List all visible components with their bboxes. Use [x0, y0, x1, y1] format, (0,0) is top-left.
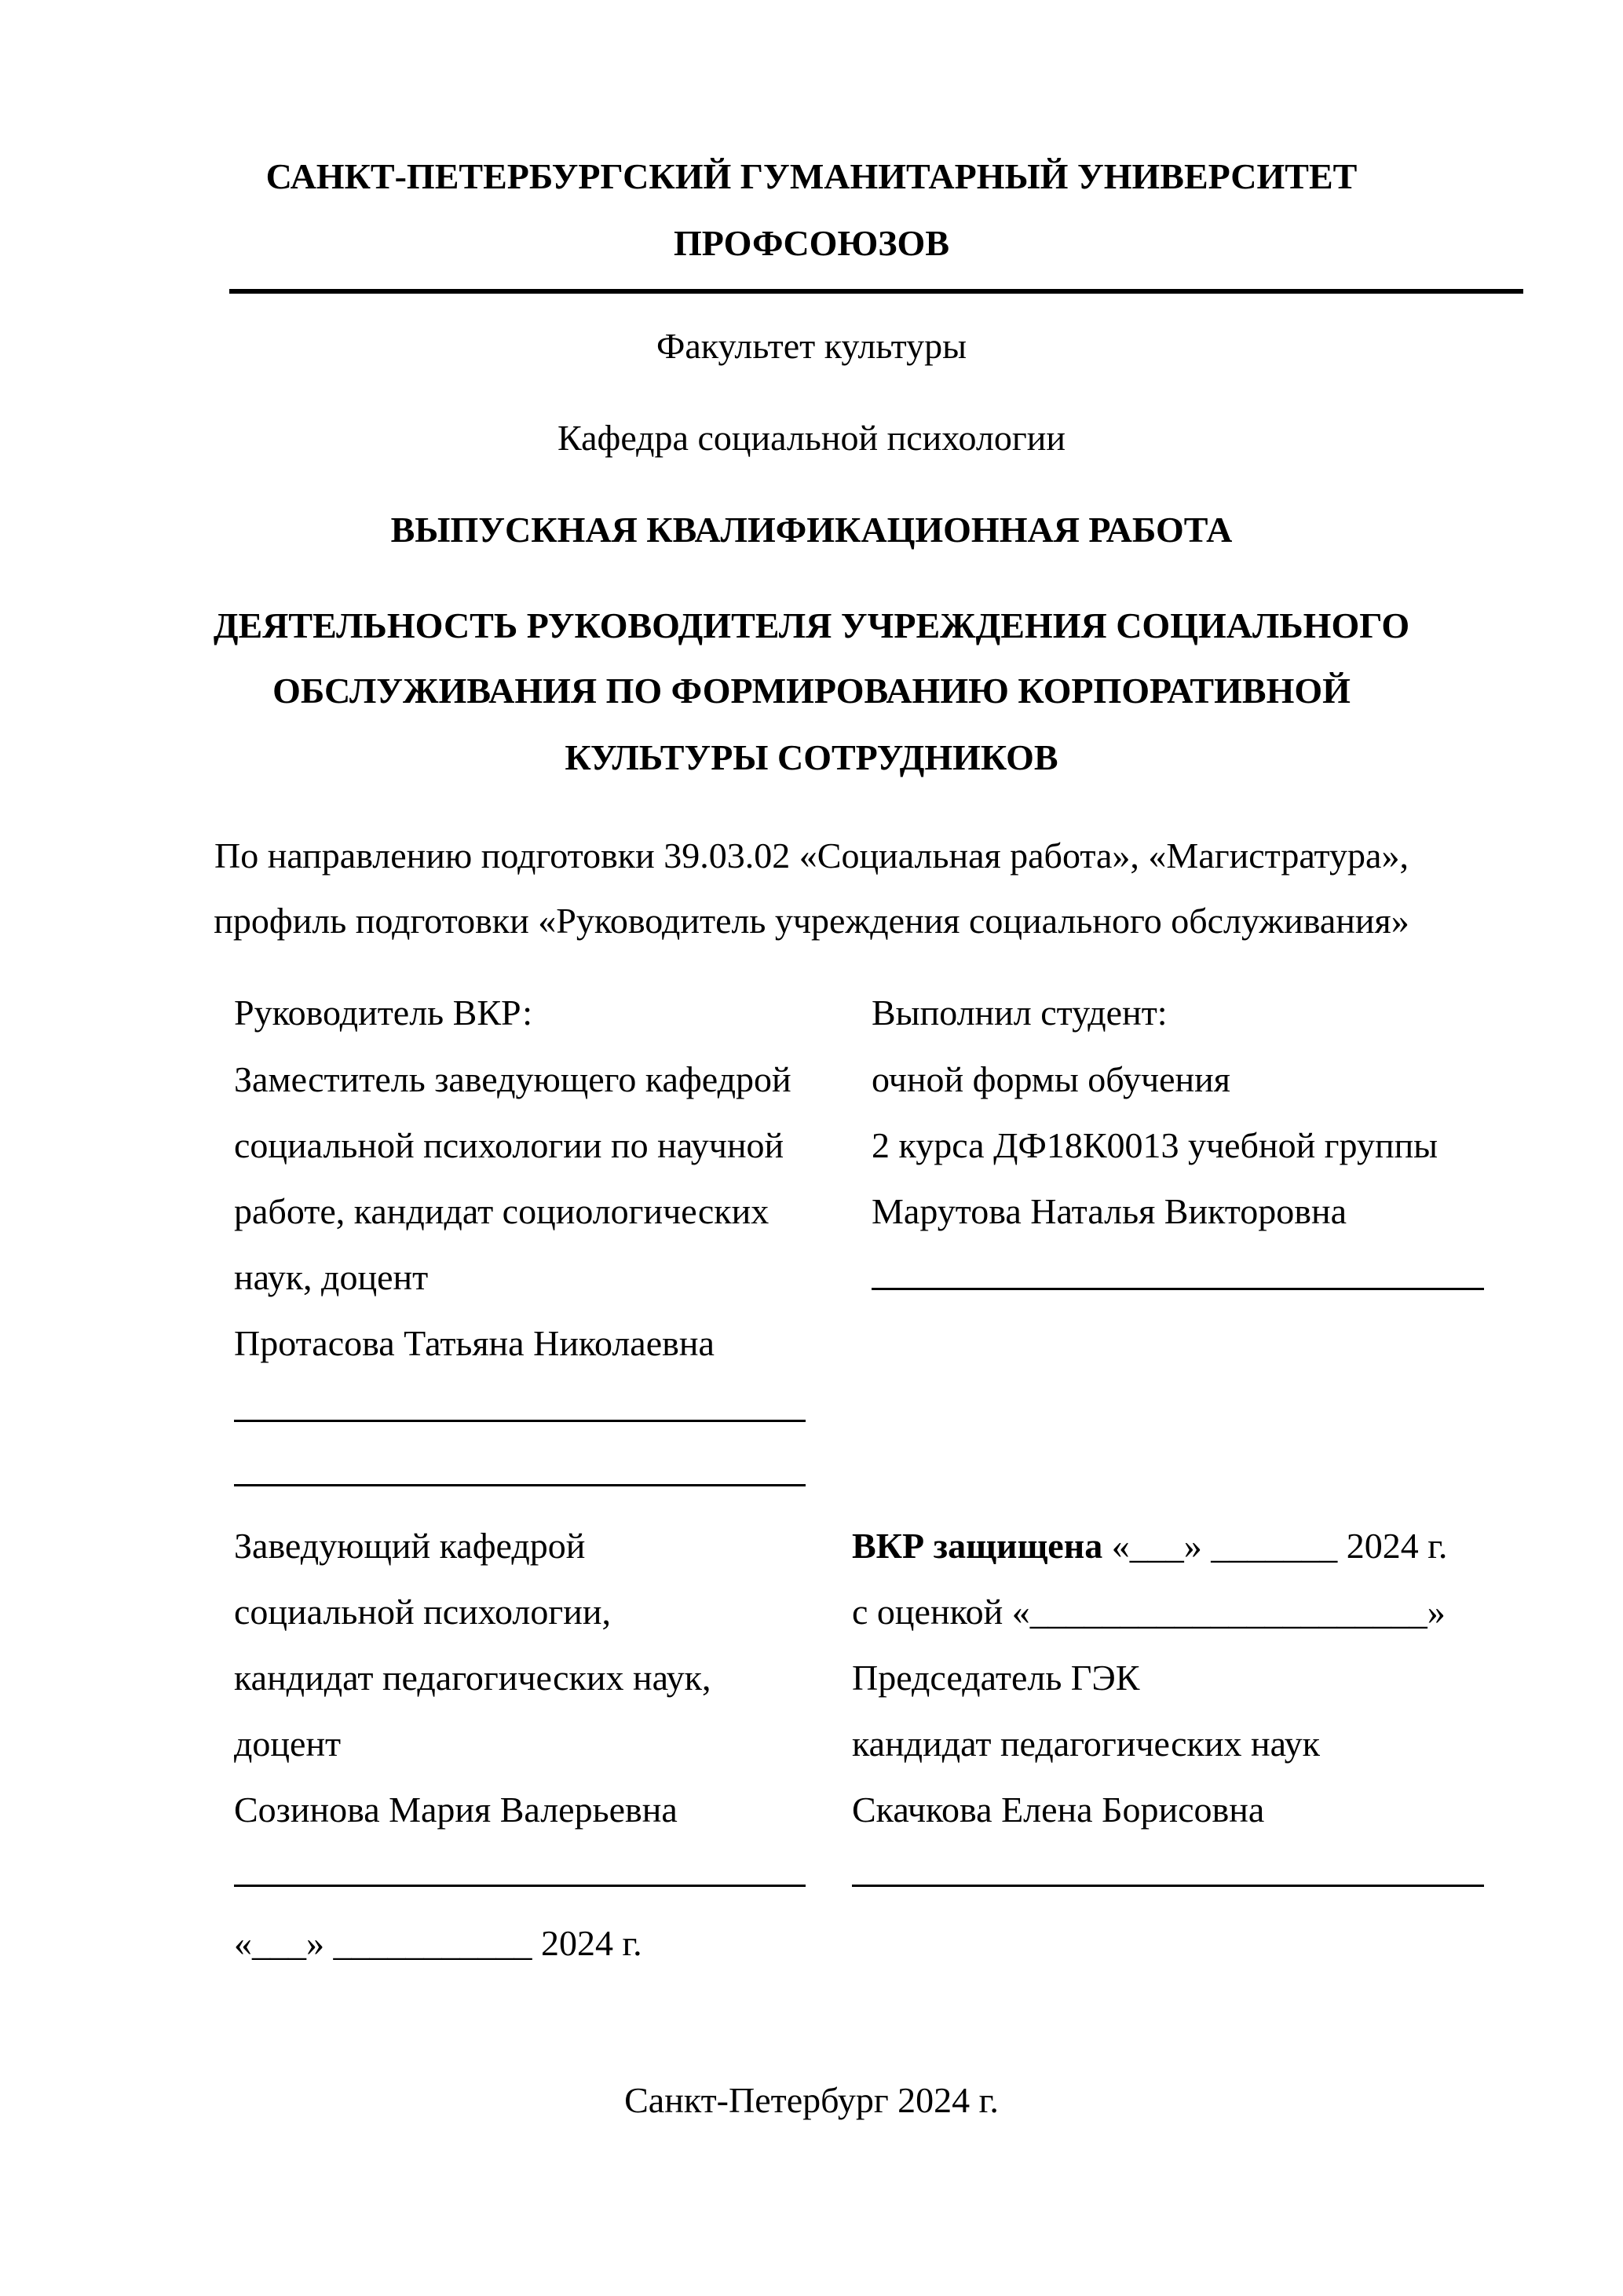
- supervisor-name: Протасова Татьяна Николаевна: [234, 1323, 715, 1363]
- topic-line: КУЛЬТУРЫ СОТРУДНИКОВ: [565, 737, 1058, 777]
- defense-date: «___» _______ 2024 г.: [1102, 1526, 1448, 1566]
- gek-chair-degree: кандидат педагогических наук: [852, 1724, 1321, 1764]
- faculty: Факультет культуры: [656, 326, 967, 366]
- topic-line: ОБСЛУЖИВАНИЯ ПО ФОРМИРОВАНИЮ КОРПОРАТИВНОЙ: [272, 671, 1351, 711]
- work-type-title: ВЫПУСКНАЯ КВАЛИФИКАЦИОННАЯ РАБОТА: [390, 510, 1233, 550]
- supervisor-signature-line: [234, 1420, 806, 1422]
- head-signature-line: [234, 1885, 806, 1887]
- student-label: Выполнил студент:: [872, 993, 1168, 1033]
- head-date-line: «___» ___________ 2024 г.: [234, 1923, 642, 1963]
- supervisor-title-line: социальной психологии по научной: [234, 1125, 784, 1165]
- city-year: Санкт-Петербург 2024 г.: [624, 2080, 999, 2120]
- head-title-line: кандидат педагогических наук,: [234, 1658, 711, 1698]
- gek-chair-label: Председатель ГЭК: [852, 1658, 1140, 1698]
- direction-line: профиль подготовки «Руководитель учреждения социального обслуживания»: [214, 901, 1409, 941]
- defense-grade: с оценкой «______________________»: [852, 1592, 1446, 1632]
- student-signature-line: [872, 1288, 1484, 1290]
- head-title-line: социальной психологии,: [234, 1592, 611, 1632]
- direction-line: По направлению подготовки 39.03.02 «Социальная работа», «Магистратура»,: [214, 835, 1409, 876]
- supervisor-title-line: Заместитель заведующего кафедрой: [234, 1059, 791, 1099]
- student-info-line: очной формы обучения: [872, 1059, 1230, 1099]
- gek-chair-signature-line: [852, 1885, 1484, 1887]
- university-name-line2: ПРОФСОЮЗОВ: [674, 223, 949, 263]
- supervisor-signature-line-2: [234, 1484, 806, 1486]
- supervisor-title-line: наук, доцент: [234, 1257, 429, 1297]
- defense-status-label: ВКР защищена: [852, 1526, 1103, 1566]
- supervisor-title-line: работе, кандидат социологических: [234, 1191, 769, 1231]
- topic-line: ДЕЯТЕЛЬНОСТЬ РУКОВОДИТЕЛЯ УЧРЕЖДЕНИЯ СОЦИАЛЬНОГО: [213, 605, 1410, 645]
- defense-status: [852, 1528, 1447, 1564]
- head-name: Созинова Мария Валерьевна: [234, 1790, 678, 1830]
- head-title-line: Заведующий кафедрой: [234, 1526, 586, 1566]
- supervisor-label: Руководитель ВКР:: [234, 993, 533, 1033]
- university-name-line1: САНКТ-ПЕТЕРБУРГСКИЙ ГУМАНИТАРНЫЙ УНИВЕРСИТЕТ: [265, 156, 1358, 196]
- student-name: Марутова Наталья Викторовна: [872, 1191, 1347, 1231]
- department: Кафедра социальной психологии: [557, 418, 1066, 458]
- gek-chair-name: Скачкова Елена Борисовна: [852, 1790, 1265, 1830]
- student-info-line: 2 курса ДФ18К0013 учебной группы: [872, 1125, 1438, 1165]
- head-title-line: доцент: [234, 1724, 342, 1764]
- header-divider: [229, 289, 1523, 294]
